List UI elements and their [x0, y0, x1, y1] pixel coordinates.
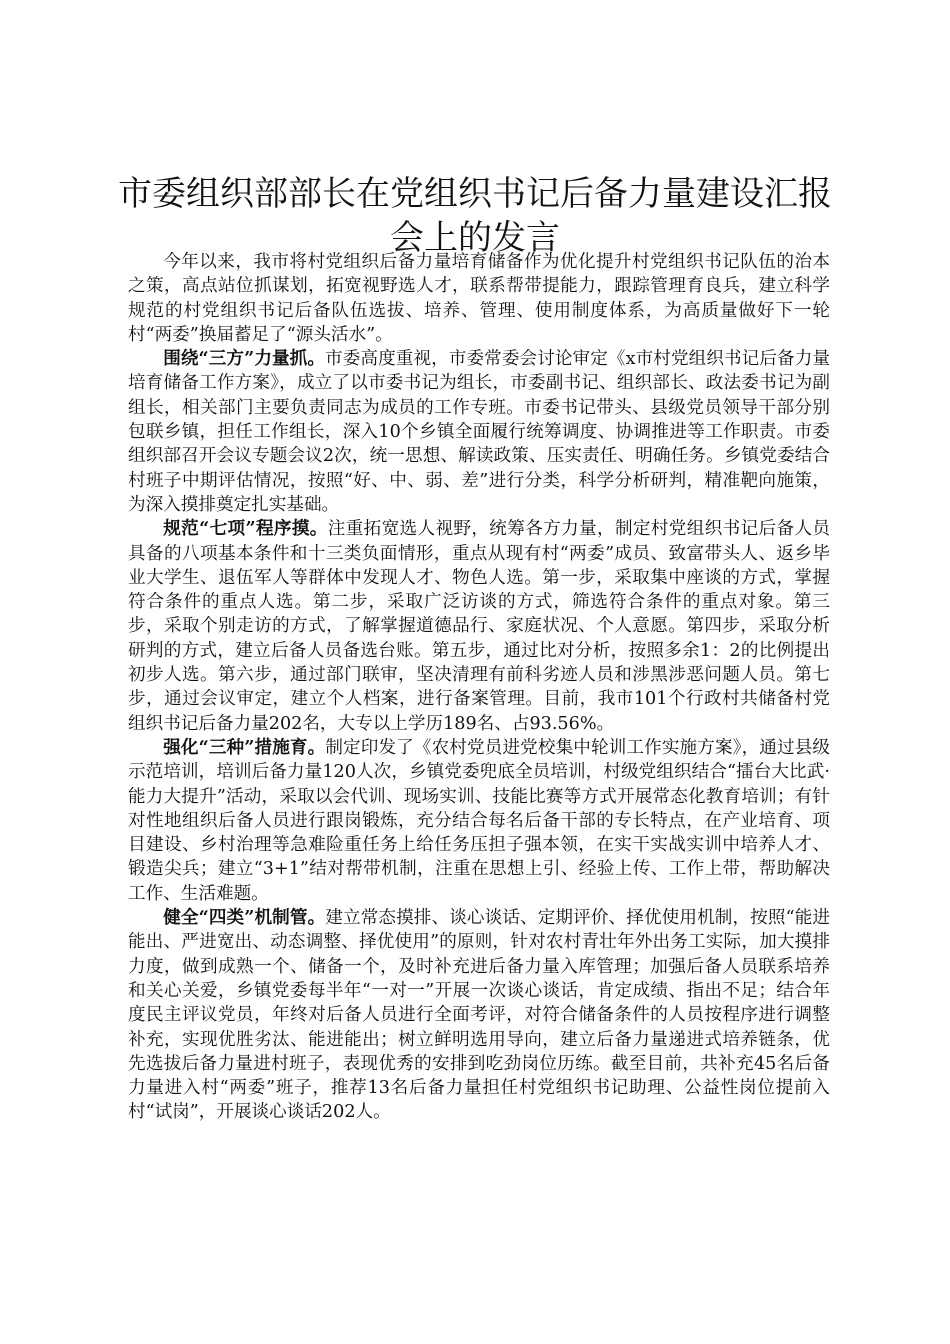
- paragraph-section-4: [128, 906, 830, 1125]
- section-heading: 强化“三种”措施育。: [163, 736, 326, 758]
- section-heading: 规范“七项”程序摸。: [163, 518, 328, 540]
- document-title: 市委组织部部长在党组织书记后备力量建设汇报会上的发言: [118, 174, 832, 258]
- paragraph-section-2: [128, 517, 830, 736]
- paragraph-text: 建立常态摸排、谈心谈话、定期评价、择优使用机制，按照“能进能出、严进宽出、动态调整、择优使用”的原则，针对农村青壮年外出务工实际，加大摸排力度，做到成熟一个、储备一个，及时补充进后备力量入库管理；加强后备人员联系培养和关心关爱，乡镇党委每半年“一对一”开展一次谈心谈话，肯定成绩、指出不足；结合年度民主评议党员，年终对后备人员进行全面考评，对符合储备条件的人员按程序进行调整补充，实现优胜劣汰、能进能出；树立鲜明选用导向，建立后备力量递进式培养链条，优先选拔后备力量进村班子，表现优秀的安排到吃劲岗位历练。截至目前，共补充45名后备力量进入村“两委”班子，推荐13名后备力量担任村党组织书记助理、公益性岗位提前入村“试岗”，开展谈心谈话202人。: [128, 908, 830, 1123]
- paragraph-text: 注重拓宽选人视野，统筹各方力量，制定村党组织书记后备人员具备的八项基本条件和十三类负面情形，重点从现有村“两委”成员、致富带头人、返乡毕业大学生、退伍军人等群体中发现人才、物色人选。第一步，采取集中座谈的方式，掌握符合条件的重点人选。第二步，采取广泛访谈的方式，筛选符合条件的重点对象。第三步，采取个别走访的方式，了解掌握道德品行、家庭状况、个人意愿。第四步，采取分析研判的方式，建立后备人员备选台账。第五步，通过比对分析，按照多余1：2的比例提出初步人选。第六步，通过部门联审，坚决清理有前科劣迹人员和涉黑涉恶问题人员。第七步，通过会议审定，建立个人档案，进行备案管理。目前，我市101个行政村共储备村党组织书记后备力量202名，大专以上学历189名、占93.56%。: [128, 519, 830, 734]
- paragraph-section-3: [128, 736, 830, 906]
- section-heading: 健全“四类”机制管。: [163, 907, 326, 929]
- paragraph-text: 制定印发了《农村党员进党校集中轮训工作实施方案》，通过县级示范培训，培训后备力量120人次，乡镇党委兜底全员培训，村级党组织结合“擂台大比武·能力大提升”活动，采取以会代训、现场实训、技能比赛等方式开展常态化教育培训；有针对性地组织后备人员进行跟岗锻炼，充分结合每名后备干部的专长特点，在产业培育、项目建设、乡村治理等急难险重任务上给任务压担子强本领，在实干实战实训中培养人才、锻造尖兵；建立“3+1”结对帮带机制，注重在思想上引、经验上传、工作上带，帮助解决工作、生活难题。: [128, 737, 831, 904]
- paragraph-intro: [128, 250, 830, 347]
- paragraph-section-1: [128, 347, 830, 517]
- document-body: [128, 250, 830, 1125]
- paragraph-text: 今年以来，我市将村党组织后备力量培育储备作为优化提升村党组织书记队伍的治本之策，高点站位抓谋划，拓宽视野选人才，联系帮带提能力，跟踪管理育良兵，建立科学规范的村党组织书记后备队伍选拔、培养、管理、使用制度体系，为高质量做好下一轮村“两委”换届蓄足了“源头活水”。: [128, 252, 830, 345]
- paragraph-text: 市委高度重视，市委常委会讨论审定《x市村党组织书记后备力量培育储备工作方案》，成立了以市委书记为组长，市委副书记、组织部长、政法委书记为副组长，相关部门主要负责同志为成员的工作专班。市委书记带头、县级党员领导干部分别包联乡镇，担任工作组长，深入10个乡镇全面履行统筹调度、协调推进等工作职责。市委组织部召开会议专题会议2次，统一思想、解读政策、压实责任、明确任务。乡镇党委结合村班子中期评估情况，按照“好、中、弱、差”进行分类，科学分析研判，精准靶向施策，为深入摸排奠定扎实基础。: [128, 349, 830, 515]
- section-heading: 围绕“三方”力量抓。: [163, 348, 326, 370]
